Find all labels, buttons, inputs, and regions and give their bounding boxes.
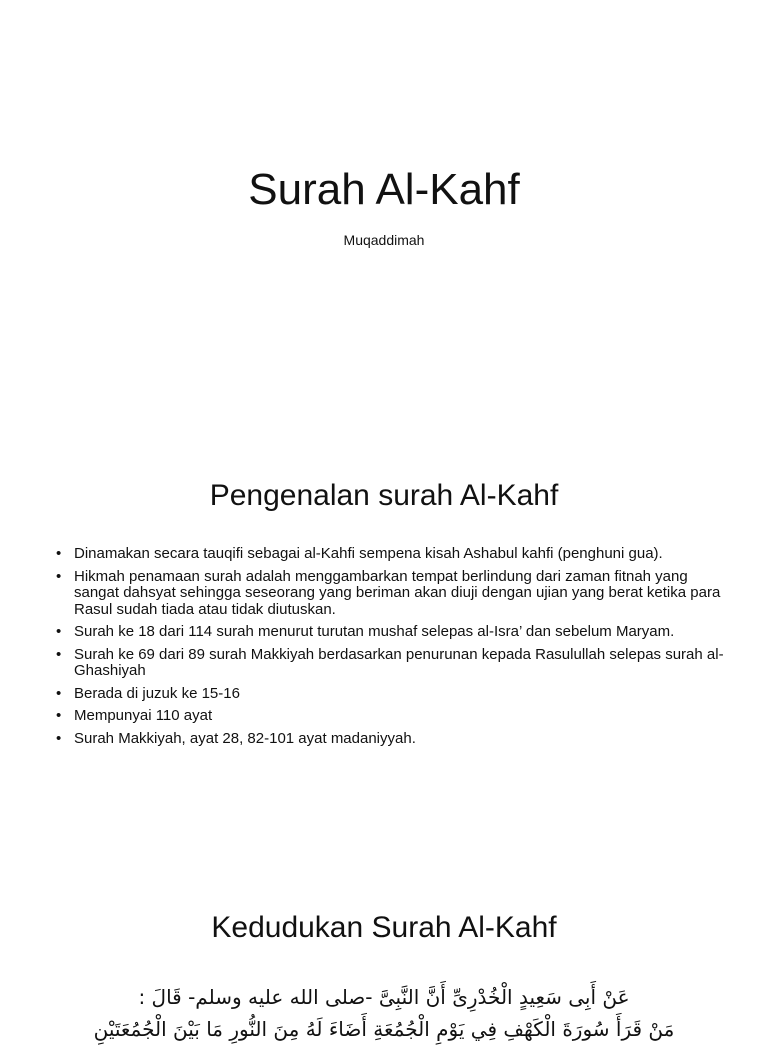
bullet-text: Surah Makkiyah, ayat 28, 82-101 ayat madaniyyah. [74, 729, 416, 747]
bullet-item [56, 546, 736, 563]
intro-slide [0, 432, 768, 864]
position-slide [0, 864, 768, 1041]
bullet-item [56, 731, 736, 748]
bullet-item [56, 708, 736, 725]
arabic-hadith-line-2: مَنْ قَرَأَ سُورَةَ الْكَهْفِ فِي يَوْمِ الْجُمُعَةِ أَضَاءَ لَهُ مِنَ النُّورِ مَا بَيْنَ الْجُمُعَتَيْنِ [93, 1017, 675, 1041]
bullet-item [56, 569, 736, 619]
bullet-item [56, 686, 736, 703]
bullet-icon: • [56, 545, 62, 562]
position-slide-title: Kedudukan Surah Al-Kahf [211, 911, 557, 944]
bullet-icon: • [56, 707, 62, 724]
bullet-text: Mempunyai 110 ayat [74, 707, 213, 724]
presentation-subtitle: Muqaddimah [343, 232, 425, 248]
bullet-text: Hikmah penamaan surah adalah menggambarkan tempat berlindung dari zaman fitnah yang sangat dahsyat sehingga seseorang yang beriman akan diuji dengan ujian yang berat ketika para Rasul sudah tiada atau tidak diutuskan. [74, 567, 721, 618]
bullet-icon: • [56, 623, 62, 640]
bullet-icon: • [56, 729, 62, 747]
bullet-text: Berada di juzuk ke 15-16 [74, 684, 240, 702]
bullet-icon: • [56, 567, 62, 585]
intro-slide-title: Pengenalan surah Al-Kahf [209, 479, 559, 512]
intro-bullet-list [56, 546, 736, 753]
bullet-icon: • [56, 684, 62, 702]
bullet-text: Surah ke 18 dari 114 surah menurut turutan mushaf selepas al-Isra’ dan sebelum Maryam. [74, 623, 675, 640]
bullet-icon: • [56, 645, 62, 663]
presentation-title: Surah Al-Kahf [248, 165, 520, 214]
bullet-item [56, 624, 736, 641]
bullet-item [56, 647, 736, 680]
bullet-text: Dinamakan secara tauqifi sebagai al-Kahfi sempena kisah Ashabul kahfi (penghuni gua). [74, 545, 663, 562]
bullet-text: Surah ke 69 dari 89 surah Makkiyah berdasarkan penurunan kepada Rasulullah selepas surah al-Ghashiyah [74, 645, 724, 679]
title-slide [0, 0, 768, 432]
arabic-hadith-line-1: عَنْ أَبِى سَعِيدٍ الْخُدْرِىِّ أَنَّ النَّبِىَّ -صلى الله عليه وسلم- قَالَ : [138, 985, 630, 1009]
